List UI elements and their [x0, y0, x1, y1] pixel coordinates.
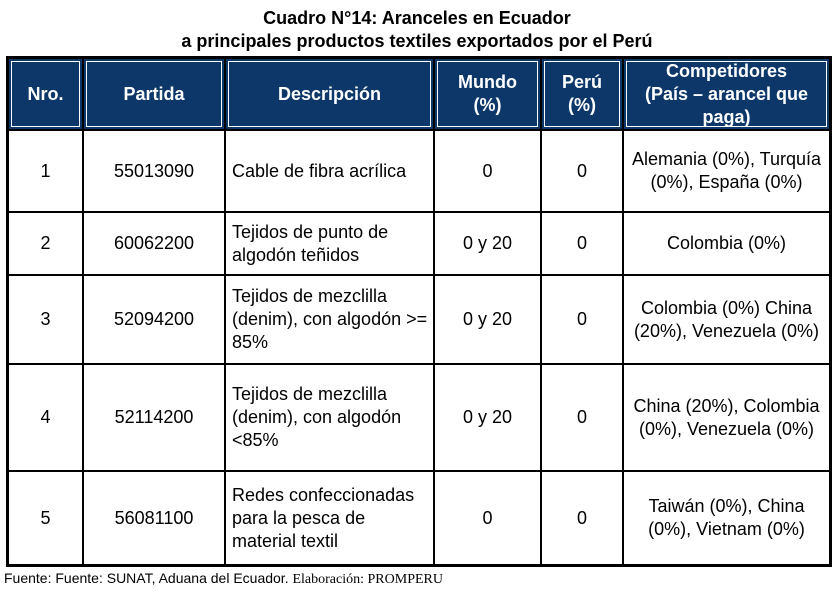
cell-peru: 0: [541, 275, 623, 364]
cell-peru: 0: [541, 130, 623, 212]
source-elaboracion: Elaboración: PROMPERU: [292, 572, 443, 587]
header-nro: Nro.: [8, 58, 83, 130]
table-row: [8, 275, 830, 364]
cell-partida: 55013090: [83, 130, 225, 212]
header-peru: [541, 58, 623, 130]
table-row: [8, 130, 830, 212]
table-row: [8, 364, 830, 471]
cell-partida: 52094200: [83, 275, 225, 364]
table-row: [8, 212, 830, 275]
cell-competidores: China (20%), Colombia (0%), Venezuela (0%): [623, 364, 830, 471]
header-partida: Partida: [83, 58, 225, 130]
cell-competidores: Colombia (0%): [623, 212, 830, 275]
cell-nro: 5: [8, 471, 83, 565]
cell-descripcion: Redes confeccionadas para la pesca de material textil: [225, 471, 434, 565]
cell-partida: 60062200: [83, 212, 225, 275]
cell-descripcion: Tejidos de punto de algodón teñidos: [225, 212, 434, 275]
header-peru-line1: Perú: [561, 72, 603, 92]
cell-mundo: 0 y 20: [434, 212, 541, 275]
tariff-table: [6, 56, 832, 567]
cell-mundo: 0: [434, 130, 541, 212]
header-row: [8, 58, 830, 130]
cell-nro: 2: [8, 212, 83, 275]
cell-peru: 0: [541, 364, 623, 471]
header-descripcion: Descripción: [225, 58, 434, 130]
table-title-line-1: Cuadro N°14: Aranceles en Ecuador: [263, 8, 571, 28]
cell-peru: 0: [541, 471, 623, 565]
header-mundo: [434, 58, 541, 130]
cell-descripcion: Tejidos de mezclilla (denim), con algodón <85%: [225, 364, 434, 471]
header-mundo-line1: Mundo: [458, 72, 517, 92]
cell-descripcion: Cable de fibra acrílica: [225, 130, 434, 212]
cell-peru: 0: [541, 212, 623, 275]
cell-nro: 4: [8, 364, 83, 471]
header-peru-line2: (%): [568, 95, 596, 115]
header-competidores: [623, 58, 830, 130]
source-fuente: Fuente: Fuente: SUNAT, Aduana del Ecuador.: [4, 570, 289, 586]
source-note: [4, 570, 443, 588]
cell-competidores: Alemania (0%), Turquía (0%), España (0%): [623, 130, 830, 212]
cell-nro: 1: [8, 130, 83, 212]
cell-competidores: Taiwán (0%), China (0%), Vietnam (0%): [623, 471, 830, 565]
table-row: [8, 471, 830, 565]
header-competidores-line2: (País – arancel que: [644, 83, 809, 104]
cell-mundo: 0: [434, 471, 541, 565]
cell-nro: 3: [8, 275, 83, 364]
cell-partida: 52114200: [83, 364, 225, 471]
header-competidores-line1: Competidores: [665, 60, 788, 81]
cell-mundo: 0 y 20: [434, 275, 541, 364]
cell-partida: 56081100: [83, 471, 225, 565]
header-mundo-line2: (%): [473, 95, 502, 115]
cell-descripcion: Tejidos de mezclilla (denim), con algodón >= 85%: [225, 275, 434, 364]
header-competidores-line3: paga): [702, 106, 751, 127]
cell-mundo: 0 y 20: [434, 364, 541, 471]
cell-competidores: Colombia (0%) China (20%), Venezuela (0%): [623, 275, 830, 364]
table-title-line-2: a principales productos textiles exportados por el Perú: [181, 31, 653, 51]
